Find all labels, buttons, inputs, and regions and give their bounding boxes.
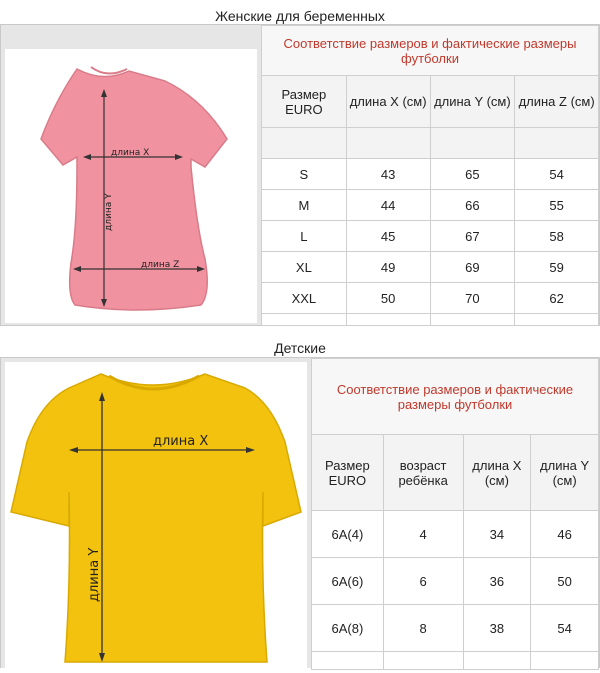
x-cell: 36 [463, 558, 531, 605]
maternity-shirt-image [5, 49, 257, 323]
z-cell: 54 [515, 159, 599, 190]
x-cell: 43 [346, 159, 430, 190]
table-row [312, 605, 599, 652]
size-cell: 6A(4) [312, 511, 384, 558]
kids-size-table [311, 358, 599, 669]
age-cell: 6 [383, 558, 463, 605]
y-cell: 46 [531, 511, 599, 558]
size-cell: S [262, 159, 347, 190]
x-cell: 34 [463, 511, 531, 558]
kids-section-title: Детские [274, 340, 326, 356]
maternity-blank-row [262, 128, 599, 159]
table-row [262, 221, 599, 252]
y-cell: 66 [430, 190, 515, 221]
maternity-header-z: длина Z (см) [515, 76, 599, 128]
maternity-trailing-row [262, 314, 599, 326]
y-cell: 50 [531, 558, 599, 605]
maternity-label-z: длина Z [141, 260, 180, 270]
maternity-shirt-icon [5, 49, 257, 323]
size-cell: XXL [262, 283, 347, 314]
x-cell: 45 [346, 221, 430, 252]
size-cell: 6A(8) [312, 605, 384, 652]
y-cell: 65 [430, 159, 515, 190]
kids-header-y: длина Y (см) [531, 435, 599, 511]
kids-shirt-icon [5, 362, 307, 668]
kids-shirt-image [5, 362, 307, 668]
age-cell: 8 [383, 605, 463, 652]
kids-header-age: возраст ребёнка [383, 435, 463, 511]
kids-label-y: длина Y [87, 547, 102, 602]
kids-label-x: длина X [153, 434, 209, 449]
kids-header-x: длина X (см) [463, 435, 531, 511]
maternity-panel [0, 24, 600, 326]
maternity-label-y: длина Y [104, 193, 114, 231]
z-cell: 62 [515, 283, 599, 314]
maternity-table-caption: Соответствие размеров и фактические размеры футболки [262, 26, 599, 76]
y-cell: 69 [430, 252, 515, 283]
kids-panel [0, 357, 600, 668]
size-cell: M [262, 190, 347, 221]
maternity-header-size: Размер EURO [262, 76, 347, 128]
size-cell: L [262, 221, 347, 252]
age-cell: 4 [383, 511, 463, 558]
maternity-header-y: длина Y (см) [430, 76, 515, 128]
y-cell: 67 [430, 221, 515, 252]
maternity-size-table [261, 25, 599, 325]
x-cell: 50 [346, 283, 430, 314]
maternity-header-x: длина X (см) [346, 76, 430, 128]
y-cell: 70 [430, 283, 515, 314]
table-row [262, 159, 599, 190]
table-row [312, 511, 599, 558]
kids-shirt-body [11, 374, 301, 662]
x-cell: 44 [346, 190, 430, 221]
maternity-label-x: длина X [111, 148, 150, 158]
table-row [262, 252, 599, 283]
kids-trailing-row [312, 652, 599, 670]
x-cell: 49 [346, 252, 430, 283]
maternity-shirt-body [41, 69, 227, 310]
size-cell: XL [262, 252, 347, 283]
maternity-section-title: Женские для беременных [215, 8, 385, 24]
y-cell: 54 [531, 605, 599, 652]
z-cell: 58 [515, 221, 599, 252]
z-cell: 55 [515, 190, 599, 221]
kids-table-caption: Соответствие размеров и фактические размеры футболки [312, 359, 599, 435]
table-row [262, 283, 599, 314]
table-row [262, 190, 599, 221]
table-row [312, 558, 599, 605]
kids-header-size: Размер EURO [312, 435, 384, 511]
x-cell: 38 [463, 605, 531, 652]
size-cell: 6A(6) [312, 558, 384, 605]
z-cell: 59 [515, 252, 599, 283]
